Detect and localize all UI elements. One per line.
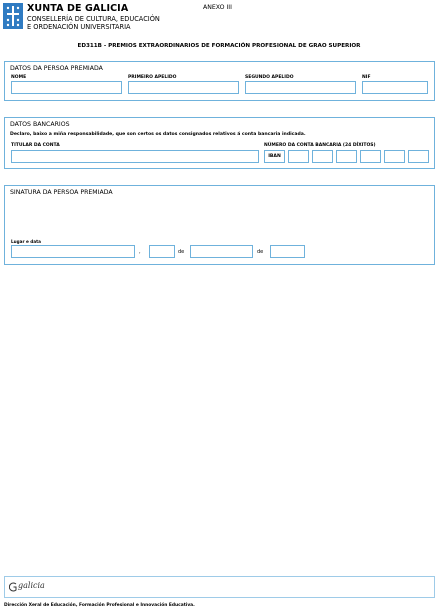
footer-department-text: Dirección Xeral de Educación, Formación Profesional e Innovación Educativa. — [4, 603, 195, 608]
nif-label: NIF — [362, 75, 371, 80]
iban-label: IBAN — [264, 150, 285, 163]
account-digits-field-1[interactable] — [288, 150, 309, 163]
account-digits-field-5[interactable] — [384, 150, 405, 163]
department-line-1: CONSELLERÍA DE CULTURA, EDUCACIÓN — [27, 15, 160, 23]
account-holder-field[interactable] — [11, 150, 259, 163]
second-surname-label: SEGUNDO APELIDO — [245, 75, 294, 80]
annex-label: ANEXO III — [203, 4, 232, 11]
xunta-emblem-icon — [3, 3, 23, 29]
place-field[interactable] — [11, 245, 135, 258]
account-digits-field-2[interactable] — [312, 150, 333, 163]
account-digits-field-3[interactable] — [336, 150, 357, 163]
xunta-logo — [3, 3, 23, 29]
account-number-label: NÚMERO DA CONTA BANCARIA (24 DÍXITOS) — [264, 143, 376, 148]
name-field[interactable] — [11, 81, 122, 94]
comma-separator: , — [139, 249, 141, 255]
first-surname-label: PRIMEIRO APELIDO — [128, 75, 177, 80]
day-field[interactable] — [149, 245, 175, 258]
department-line-2: E ORDENACIÓN UNIVERSITARIA — [27, 23, 131, 31]
bank-declaration: Declaro, baixo a miña responsabilidade, que son certos os datos consignados relativos á conta bancaria indicada. — [10, 132, 306, 137]
account-digits-field-4[interactable] — [360, 150, 381, 163]
account-holder-label: TITULAR DA CONTA — [11, 143, 60, 148]
month-field[interactable] — [190, 245, 253, 258]
nif-field[interactable] — [362, 81, 428, 94]
place-date-label: Lugar e data — [11, 239, 41, 244]
footer-logo-box — [4, 576, 435, 598]
galicia-brand-logo: galicia — [18, 581, 45, 590]
awardee-section-title: DATOS DA PERSOA PREMIADA — [10, 65, 103, 72]
second-surname-field[interactable] — [245, 81, 356, 94]
de-separator-1: de — [178, 249, 185, 255]
name-label: NOME — [11, 75, 27, 80]
year-field[interactable] — [270, 245, 305, 258]
de-separator-2: de — [257, 249, 264, 255]
document-title: ED311B - PREMIOS EXTRAORDINARIOS DE FORMACIÓN PROFESIONAL DE GRAO SUPERIOR — [77, 43, 361, 49]
org-name: XUNTA DE GALICIA — [27, 3, 129, 14]
galicia-mark-icon — [9, 582, 18, 592]
bank-section-title: DATOS BANCARIOS — [10, 121, 70, 128]
signature-section-title: SINATURA DA PERSOA PREMIADA — [10, 189, 113, 196]
first-surname-field[interactable] — [128, 81, 239, 94]
account-digits-field-6[interactable] — [408, 150, 429, 163]
